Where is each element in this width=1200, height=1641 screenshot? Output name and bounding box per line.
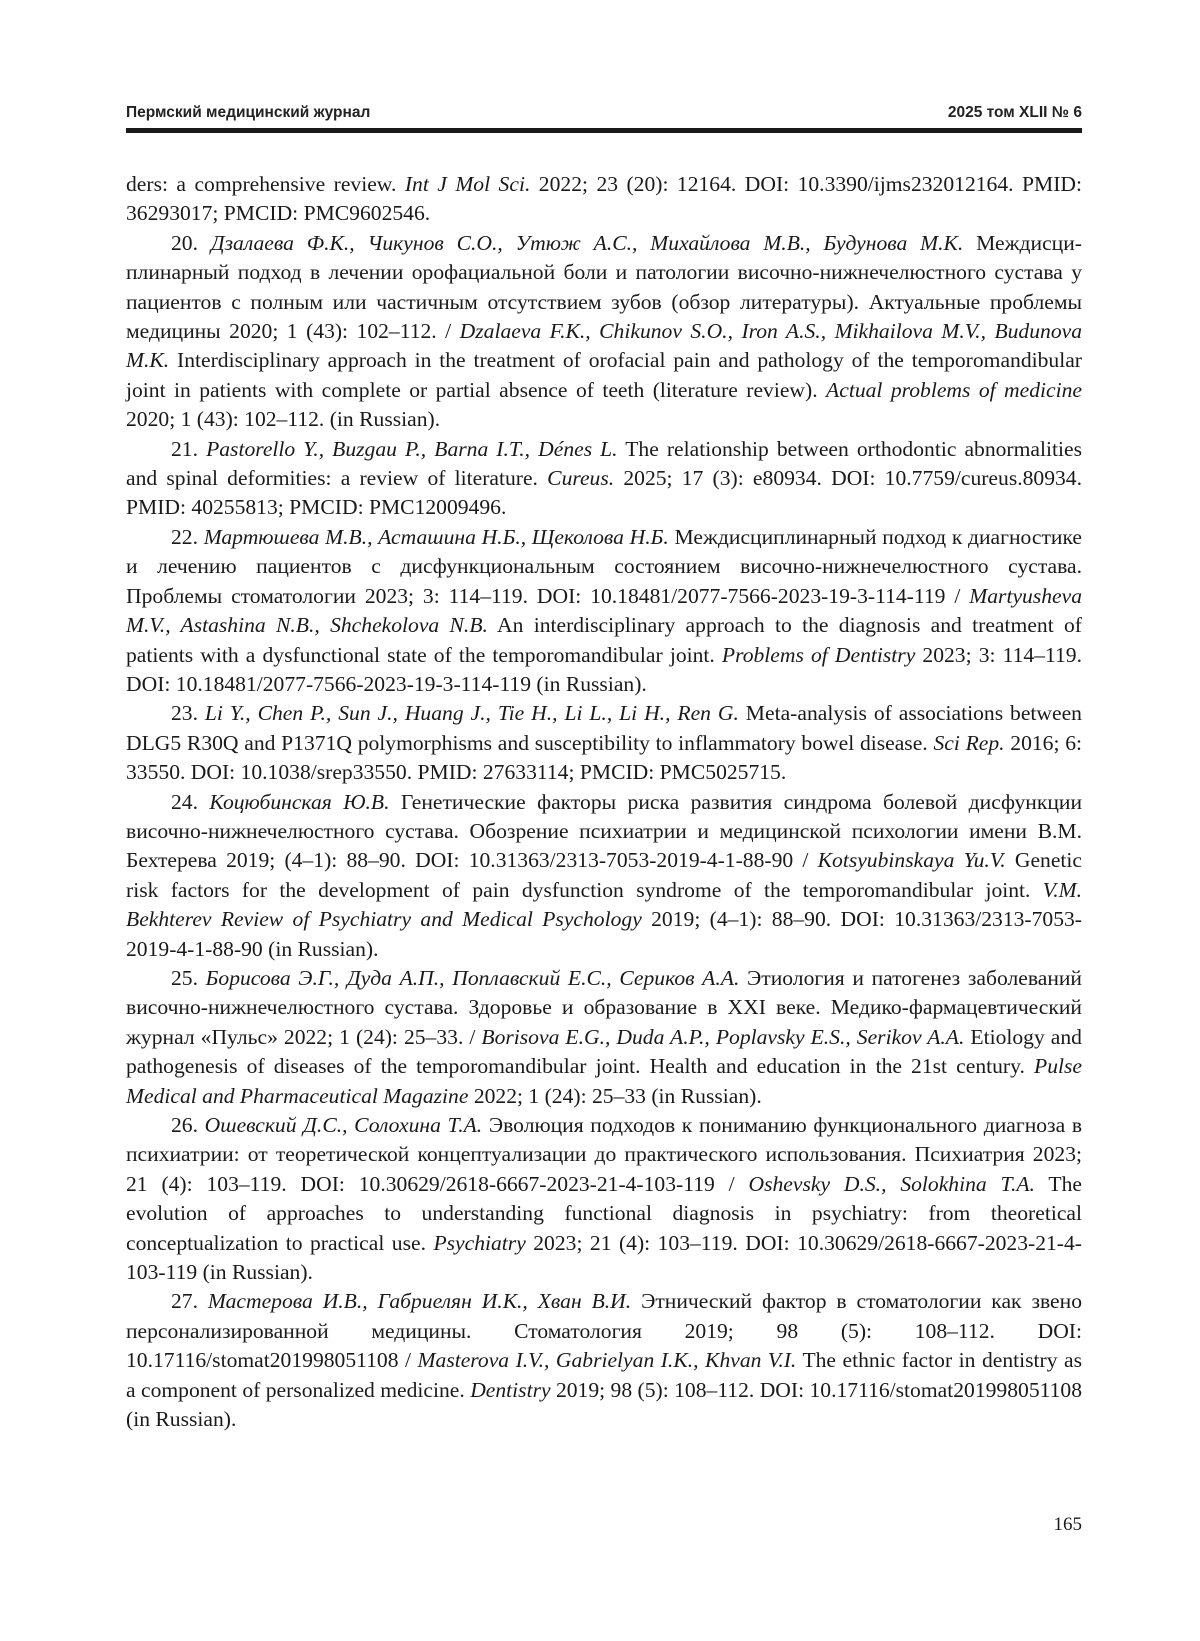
reference-number: 26. bbox=[171, 1113, 198, 1137]
reference-journal: Cureus. bbox=[547, 466, 615, 491]
journal-title: Пермский медицинский журнал bbox=[126, 104, 371, 121]
reference-authors: Ошевский Д.С., Солохина Т.А. bbox=[204, 1113, 483, 1137]
reference-authors: Коцюбинская Ю.В. bbox=[209, 789, 390, 814]
reference-23: 23. Li Y., Chen P., Sun J., Huang J., Tie H., Li L., Li H., Ren G. Meta-analysis of associations between DLG5 R30Q and P1371Q polymorphisms and susceptibility to inflammatory bowel disease. Sci Rep. 2016; 6: 33550. DOI: 10.1038/srep33550. PMID: 27633114; PMCID: PMC5025715. bbox=[126, 701, 1083, 785]
reference-authors-en: Kotsyubinskaya Yu.V. bbox=[817, 848, 1006, 873]
reference-21: 21. Pastorello Y., Buzgau P., Barna I.T., Dénes L. The relationship between orthodontic abnormalities and spinal deformities: a review of literature. Cureus. 2025; 17 (3): e80934. DOI: 10.7759/cureus.80934. PMID: 40255813; PMCID: PMC12009496. bbox=[126, 436, 1083, 520]
reference-authors: Li Y., Chen P., Sun J., Huang J., Tie H., Li L., Li H., Ren G. bbox=[204, 701, 739, 726]
reference-24: 24. Коцюбинская Ю.В. Генетические факторы риска развития синдрома болевой дисфункции височно-нижнечелюстного сустава. Обозрение психиатрии и медицинской психологии имени В.М. Бехтерева 2019; (4–1): 88–90. DOI: 10.31363/2313-7053-2019-4-1-88-90 / Kotsyubinskaya Yu.V. Genetic risk factors for the development of pain dysfunction syndrome of the temporomandibular joint. V.M. Bekhterev Review of Psychiatry and Medical Psychology 2019; (4–1): 88–90. DOI: 10.31363/2313-7053-2019-4-1-88-90 (in Russian). bbox=[126, 789, 1083, 961]
reference-journal: Actual problems of medicine bbox=[826, 377, 1082, 402]
reference-journal: V.M. Bekhterev Review of Psychiatry and Medical Psychology bbox=[126, 877, 1082, 932]
reference-authors: Мастерова И.В., Габриелян И.К., Хван В.И. bbox=[207, 1289, 632, 1314]
reference-journal: Sci Rep. bbox=[933, 730, 1005, 755]
reference-journal: Dentistry bbox=[470, 1377, 551, 1402]
reference-authors: Борисова Э.Г., Дуда А.П., Поплавский Е.С., Сериков А.А. bbox=[205, 965, 740, 990]
reference-journal: Int J Mol Sci. bbox=[404, 172, 531, 196]
page-number: 165 bbox=[1053, 1514, 1082, 1535]
reference-authors: Дзалаева Ф.К., Чикунов С.О., Утюж А.С., Михайлова М.В., Будунова М.К. bbox=[210, 230, 964, 255]
reference-number: 20. bbox=[171, 230, 198, 255]
reference-27: 27. Мастерова И.В., Габриелян И.К., Хван В.И. Этнический фактор в стоматологии как звено персонализированной медицины. Стоматология 2019; 98 (5): 108–112. DOI: 10.17116/stomat201998051108 / Masterova I.V., Gabrielyan I.K., Khvan V.I. The ethnic factor in dentistry as a component of personalized medicine. Dentistry 2019; 98 (5): 108–112. DOI: 10.17116/stomat201998051108 (in Russian). bbox=[126, 1289, 1083, 1432]
reference-number: 25. bbox=[171, 965, 198, 990]
reference-number: 23. bbox=[171, 701, 198, 726]
reference-authors: Мартюшева М.В., Асташина Н.Б., Щеколова Н.Б. bbox=[203, 524, 669, 549]
reference-19-continued: ders: a comprehensive review. Int J Mol Sci. 2022; 23 (20): 12164. DOI: 10.3390/ijms232012164. PMID: 36293017; PMCID: PMC9602546. bbox=[126, 172, 1082, 226]
reference-journal: Pulse Medical and Pharmaceutical Magazine bbox=[126, 1054, 1082, 1108]
reference-number: 22. bbox=[171, 524, 198, 549]
reference-20: 20. Дзалаева Ф.К., Чикунов С.О., Утюж А.С., Михайлова М.В., Будунова М.К. Междисциплинарный подход в лечении орофациальной боли и патологии височно-нижнечелюстного сустава у пациентов с полным или частичным отсутствием зубов (обзор литературы). Актуальные проблемы медицины 2020; 1 (43): 102–112. / Dzalaeva F.K., Chikunov S.O., Iron A.S., Mikhailova M.V., Budunova M.K. Interdisciplinary approach in the treatment of orofacial pain and pathology of the temporomandibular joint in patients with complete or partial absence of teeth (literature review). Actual problems of medicine 2020; 1 (43): 102–112. (in Russian). bbox=[126, 230, 1082, 432]
reference-25: 25. Борисова Э.Г., Дуда А.П., Поплавский Е.С., Сериков А.А. Этиология и патогенез заболеваний височно-нижнечелюстного сустава. Здоровье и образование в XXI веке. Медико-фармацевтический журнал «Пульс» 2022; 1 (24): 25–33. / Borisova E.G., Duda A.P., Poplavsky E.S., Serikov A.A. Etiology and pathogenesis of diseases of the temporomandibular joint. Health and education in the 21st century. Pulse Medical and Pharmaceutical Magazine 2022; 1 (24): 25–33 (in Russian). bbox=[126, 965, 1082, 1108]
reference-journal: Problems of Dentistry bbox=[721, 642, 916, 667]
reference-authors-en: Dzalaeva F.K., Chikunov S.O., Iron A.S., Mikhailova M.V., Budunova M.K. bbox=[126, 319, 1082, 373]
reference-authors-en: Masterova I.V., Gabrielyan I.K., Khvan V.I. bbox=[417, 1348, 797, 1373]
running-header bbox=[126, 104, 1082, 122]
reference-authors-en: Oshevsky D.S., Solokhina T.A. bbox=[748, 1171, 1035, 1196]
reference-authors-en: Borisova E.G., Duda A.P., Poplavsky E.S., Serikov A.A. bbox=[481, 1024, 965, 1049]
reference-number: 21. bbox=[171, 436, 198, 461]
reference-list bbox=[126, 170, 1082, 1434]
reference-22: 22. Мартюшева М.В., Асташина Н.Б., Щеколова Н.Б. Междисциплинарный подход к диагностике и лечению пациентов с дисфункциональным состоянием височно-нижнечелюстного сустава. Проблемы стоматологии 2023; 3: 114–119. DOI: 10.18481/2077-7566-2023-19-3-114-119 / Martyusheva M.V., Astashina N.B., Shchekolova N.B. An interdisciplinary approach to the diagnosis and treatment of patients with a dysfunctional state of the temporomandibular joint. Problems of Dentistry 2023; 3: 114–119. DOI: 10.18481/2077-7566-2023-19-3-114-119 (in Russian). bbox=[126, 524, 1082, 696]
reference-authors: Pastorello Y., Buzgau P., Barna I.T., Dénes L. bbox=[206, 436, 618, 461]
reference-journal: Psychiatry bbox=[433, 1230, 526, 1255]
reference-number: 27. bbox=[171, 1289, 198, 1314]
issue-info: 2025 том XLII № 6 bbox=[947, 104, 1082, 121]
header-rule bbox=[126, 128, 1082, 133]
reference-26: 26. Ошевский Д.С., Солохина Т.А. Эволюция подходов к пониманию функционального диагноза в психиатрии: от теоретической концептуализации до практического использования. Психиатрия 2023; 21 (4): 103–119. DOI: 10.30629/2618-6667-2023-21-4-103-119 / Oshevsky D.S., Solokhina T.A. The evolution of approaches to understanding functional diagnosis in psychiatry: from theoretical conceptualization to practical use. Psychiatry 2023; 21 (4): 103–119. DOI: 10.30629/2618-6667-2023-21-4-103-119 (in Russian). bbox=[126, 1113, 1083, 1285]
reference-number: 24. bbox=[171, 789, 198, 814]
reference-authors-en: Martyusheva M.V., Astashina N.B., Shchekolova N.B. bbox=[126, 583, 1082, 638]
